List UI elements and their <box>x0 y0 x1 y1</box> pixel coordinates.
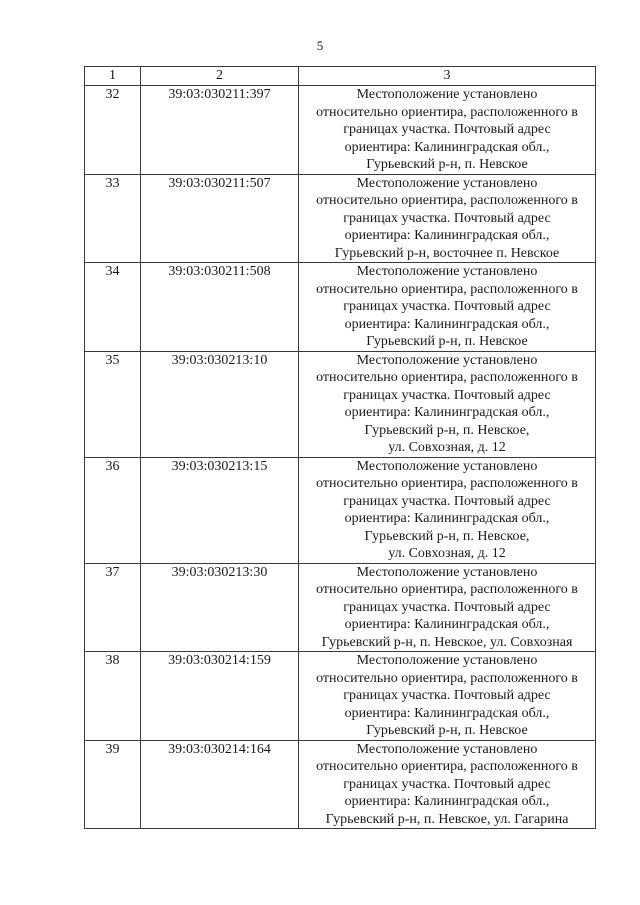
location-cell <box>299 740 596 829</box>
location-line: относительно ориентира, расположенного в <box>316 476 578 491</box>
cadastral-number-cell: 39:03:030214:159 <box>141 652 299 741</box>
location-line: Гурьевский р-н, п. Невское <box>366 334 528 349</box>
location-line: ул. Совхозная, д. 12 <box>388 546 506 561</box>
cadastral-number-cell: 39:03:030213:30 <box>141 563 299 652</box>
table-row <box>85 457 596 563</box>
location-line: Местоположение установлено <box>356 352 538 368</box>
location-line: ориентира: Калининградская обл., <box>344 705 550 721</box>
location-line: Гурьевский р-н, п. Невское <box>366 157 528 172</box>
table-header-row <box>85 67 596 86</box>
location-line: Местоположение установлено <box>356 87 538 102</box>
location-line: Гурьевский р-н, п. Невское, ул. Гагарина <box>325 811 569 827</box>
location-line: границах участка. Почтовый адрес <box>343 210 551 226</box>
row-number-cell: 39 <box>85 740 141 829</box>
location-line: границах участка. Почтовый адрес <box>343 599 551 615</box>
location-cell <box>299 263 596 352</box>
location-line: Местоположение установлено <box>356 458 538 474</box>
location-line: относительно ориентира, расположенного в <box>316 370 578 385</box>
location-line: Местоположение установлено <box>356 741 538 757</box>
cadastral-number-cell: 39:03:030211:508 <box>141 263 299 352</box>
location-line: границах участка. Почтовый адрес <box>343 688 551 703</box>
location-line: границах участка. Почтовый адрес <box>343 387 551 403</box>
table-row <box>85 652 596 741</box>
row-number-cell: 34 <box>85 263 141 352</box>
location-line: Гурьевский р-н, п. Невское, ул. Совхозная <box>321 634 573 650</box>
table-row <box>85 174 596 263</box>
column-header-location: 3 <box>299 67 596 86</box>
table-row <box>85 86 596 175</box>
row-number-cell: 33 <box>85 174 141 263</box>
table-row <box>85 563 596 652</box>
location-line: Местоположение установлено <box>356 564 538 580</box>
location-line: ориентира: Калининградская обл., <box>344 405 550 420</box>
location-line: ориентира: Калининградская обл., <box>344 316 550 332</box>
row-number-cell: 37 <box>85 563 141 652</box>
location-line: относительно ориентира, расположенного в <box>316 582 578 597</box>
row-number-cell: 32 <box>85 86 141 175</box>
location-line: Гурьевский р-н, восточнее п. Невское <box>334 245 560 261</box>
table-body <box>85 86 596 829</box>
cadastral-number-cell: 39:03:030211:397 <box>141 86 299 175</box>
cadastral-number-cell: 39:03:030213:15 <box>141 457 299 563</box>
row-number-cell: 35 <box>85 351 141 457</box>
row-number-cell: 36 <box>85 457 141 563</box>
location-cell <box>299 457 596 563</box>
location-line: относительно ориентира, расположенного в <box>316 281 578 297</box>
location-line: границах участка. Почтовый адрес <box>343 776 551 792</box>
location-cell <box>299 563 596 652</box>
location-line: ул. Совхозная, д. 12 <box>388 440 506 455</box>
location-line: границах участка. Почтовый адрес <box>343 299 551 314</box>
location-line: Гурьевский р-н, п. Невское, <box>364 528 530 544</box>
location-cell <box>299 652 596 741</box>
location-line: относительно ориентира, расположенного в <box>316 104 578 120</box>
table-row <box>85 263 596 352</box>
location-line: относительно ориентира, расположенного в <box>316 193 578 208</box>
location-line: границах участка. Почтовый адрес <box>343 493 551 509</box>
location-line: Гурьевский р-н, п. Невское <box>366 723 528 738</box>
location-line: Гурьевский р-н, п. Невское, <box>364 422 530 438</box>
location-line: ориентира: Калининградская обл., <box>344 139 550 155</box>
location-line: ориентира: Калининградская обл., <box>344 228 550 243</box>
location-line: ориентира: Калининградская обл., <box>344 794 550 809</box>
column-header-cadastral: 2 <box>141 67 299 86</box>
location-line: относительно ориентира, расположенного в <box>316 670 578 686</box>
row-number-cell: 38 <box>85 652 141 741</box>
location-line: ориентира: Калининградская обл., <box>344 511 550 526</box>
location-cell <box>299 351 596 457</box>
cadastral-number-cell: 39:03:030213:10 <box>141 351 299 457</box>
location-line: Местоположение установлено <box>356 264 538 279</box>
page-number: 5 <box>316 38 324 53</box>
cadastral-number-cell: 39:03:030211:507 <box>141 174 299 263</box>
location-line: относительно ориентира, расположенного в <box>316 759 578 774</box>
column-header-number: 1 <box>85 67 141 86</box>
land-plot-table <box>84 66 596 829</box>
location-line: ориентира: Калининградская обл., <box>344 617 550 632</box>
location-line: Местоположение установлено <box>356 175 538 191</box>
table-row <box>85 351 596 457</box>
location-line: Местоположение установлено <box>356 653 538 668</box>
location-cell <box>299 86 596 175</box>
location-line: границах участка. Почтовый адрес <box>343 122 551 137</box>
cadastral-number-cell: 39:03:030214:164 <box>141 740 299 829</box>
table-row <box>85 740 596 829</box>
location-cell <box>299 174 596 263</box>
